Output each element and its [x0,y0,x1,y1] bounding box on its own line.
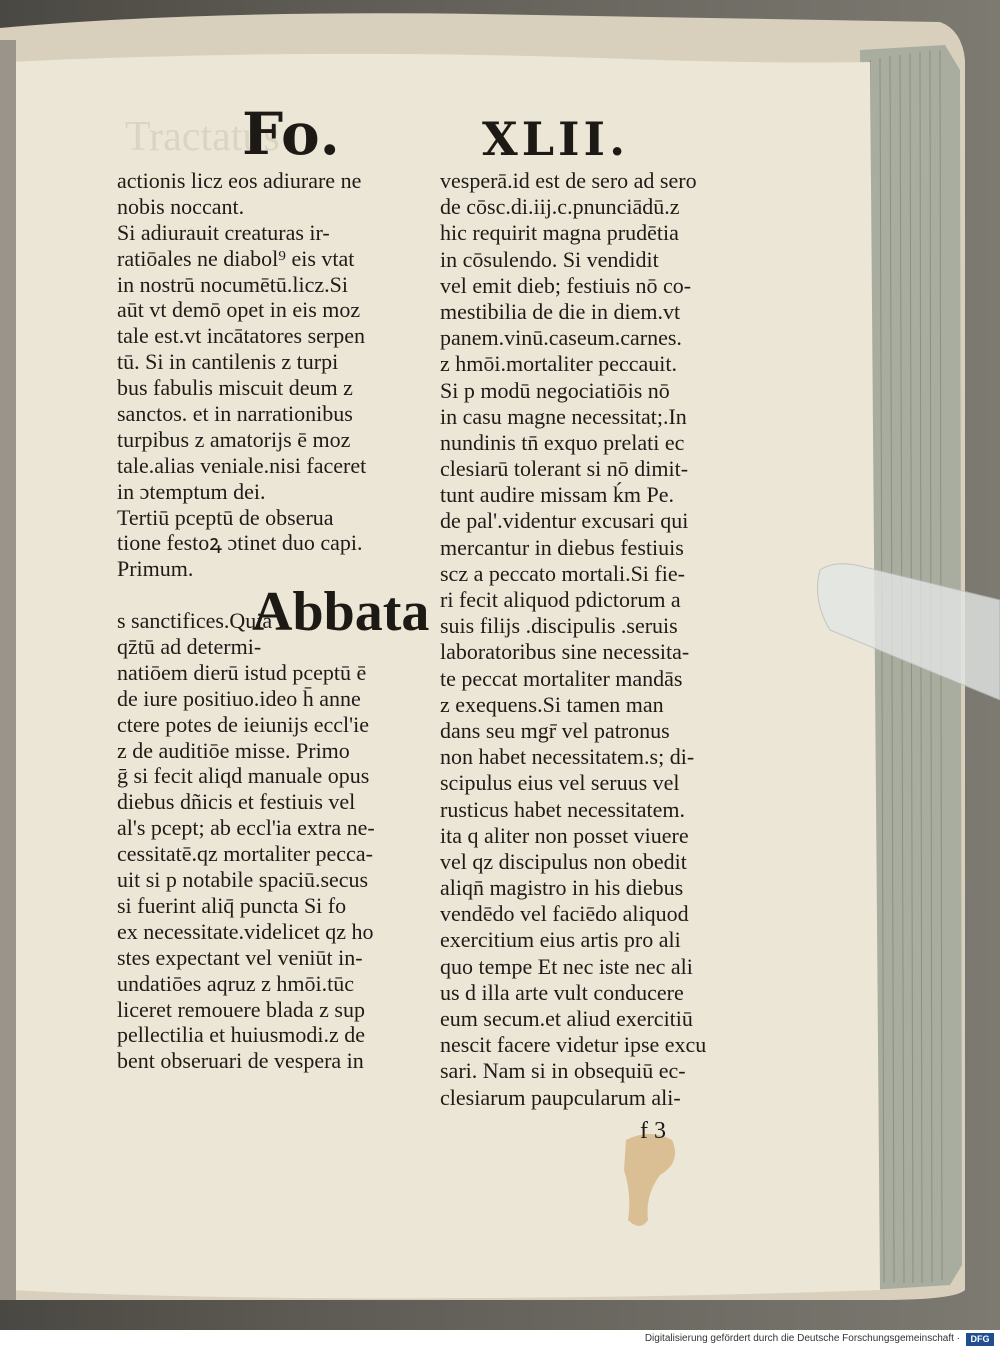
right-column-line: vesperā.id est de sero ad sero [440,168,697,193]
left-column-line: tione festoꝝ ɔtinet duo capi. [117,530,363,556]
right-column-line: aliqn̄ magistro in his diebus [440,875,684,901]
right-column-line: de cōsc.di.iij.c.pnunciādū.z [440,194,680,220]
left-column-line: tale est.vt incātatores serpen [117,323,366,349]
left-column-line: ratiōales ne diabol⁹ eis vtat [117,245,355,271]
left-column-line: diebus dñicis et festiuis vel [117,789,356,815]
left-column-line: ḡ si fecit aliqd manuale opus [117,763,370,789]
left-column-line: s sanctifices.Quia [117,608,273,634]
footer-credit: Digitalisierung gefördert durch die Deutsche Forschungsgemeinschaft · [644,1333,960,1344]
left-column-line: liceret remouere blada z sup [117,996,365,1022]
right-column-line: scipulus eius vel seruus vel [440,770,680,796]
left-column-line: cessitatē.qz mortaliter pecca- [117,841,373,867]
dfg-logo: DFG [966,1333,994,1346]
right-column-line: nescit facere videtur ipse excu [440,1032,707,1058]
right-column-line: quo tempe Et nec iste nec ali [440,953,693,979]
left-column-line: al's pcept; ab eccl'ia extra ne- [117,815,375,841]
right-column-line: vendēdo vel faciēdo aliquod [440,901,689,927]
digitization-footer [0,1330,1000,1350]
right-column-line: vel qz discipulus non obedit [440,848,687,874]
right-column-line: z exequens.Si tamen man [440,691,664,717]
right-column-line: tunt audire missam ḱm Pe. [440,482,675,508]
left-column-line: Primum. [117,556,194,582]
left-column-line: tū. Si in cantilenis z turpi [117,349,339,375]
right-column-line: te peccat mortaliter mandās [440,665,683,691]
right-text-column [440,168,740,1111]
right-column-line: laboratoribus sine necessita- [440,639,690,665]
left-column-line: qz̄tū ad determi- [117,634,262,660]
left-column-line: actionis licz eos adiurare ne [117,168,362,193]
left-column-line: nobis noccant. [117,193,245,219]
right-column-line: de pal'.videntur excusari qui [440,508,689,534]
left-column-line: stes expectant vel veniūt in- [117,944,363,970]
right-column-line: mestibilia de die in diem.vt [440,298,681,324]
folio-number: XLII. [482,112,630,166]
right-column-line: ita q aliter non posset viuere [440,822,689,848]
left-column-line: ctere potes de ieiunijs eccl'ie [117,711,369,737]
right-column-line: panem.vinū.caseum.carnes. [440,325,682,351]
left-column-line: de iure positiuo.ideo h̄ anne [117,685,361,711]
right-column-line: hic requirit magna prudētia [440,220,679,246]
left-column-line: pellectilia et huiusmodi.z de [117,1022,366,1048]
right-column-line: z hmōi.mortaliter peccauit. [440,351,678,377]
right-column-line: in casu magne necessitat;.In [440,403,687,429]
right-column-line: suis filijs .discipulis .seruis [440,613,678,639]
right-column-line: in cōsulendo. Si vendidit [440,246,659,272]
right-column-line: dans seu mgr̄ vel patronus [440,717,670,743]
left-column-line: turpibus z amatorijs ē moz [117,426,351,452]
left-column-line: uit si p notabile spaciū.secus [117,867,369,893]
left-column-line: in ɔtemptum dei. [117,478,266,504]
right-column-line: sari. Nam si in obsequiū ec- [440,1058,686,1084]
left-column-line: undatiōes aqruz z hmōi.tūc [117,970,355,996]
right-column-line: mercantur in diebus festiuis [440,534,684,560]
left-column-line: ex necessitate.videlicet qz ho [117,918,374,944]
left-column-line: aūt vt demō opet in eis moz [117,297,361,323]
left-column-line: sanctos. et in narrationibus [117,401,353,427]
right-column-line: ri fecit aliquod pdictorum a [440,587,681,612]
right-column-line: scz a peccato mortali.Si fie- [440,560,685,586]
right-column-line: non habet necessitatem.s; di- [440,744,695,770]
decorated-initial-word: Abbata [252,581,430,643]
left-column-line: Tertiū pceptū de obserua [117,504,334,530]
left-column-line: bent obseruari de vespera in [117,1048,364,1074]
signature-mark: f 3 [640,1118,666,1144]
right-column-line: Si p modū negociatiōis nō [440,377,670,403]
left-column-line: tale.alias veniale.nisi faceret [117,452,367,478]
left-column-line: z de auditiōe misse. Primo [117,737,350,763]
right-column-line: clesiarū tolerant si nō dimit- [440,456,689,482]
left-column-line: natiōem dierū istud pceptū ē [117,659,367,685]
right-column-line: vel emit dieb; festiuis nō co- [440,272,692,298]
right-column-line: nundinis tn̄ exquo prelati ec [440,429,685,455]
left-column-line: bus fabulis miscuit deum z [117,375,353,401]
bleed-through-text: Tractatus [125,114,280,160]
right-column-line: rusticus habet necessitatem. [440,796,685,822]
left-column-line: si fuerint aliq̄ puncta Si fo [117,892,347,918]
right-column-line: us d illa arte vult conducere [440,979,684,1005]
right-column-line: clesiarum paupcularum ali- [440,1084,681,1110]
left-column-line: in nostrū nocumētū.licz.Si [117,271,348,297]
folio-label: Fo. [242,100,341,168]
left-column-line: Si adiurauit creaturas ir- [117,219,330,245]
right-column-line: exercitium eius artis pro ali [440,927,681,953]
right-column-line: eum secum.et aliud exercitiū [440,1006,693,1031]
